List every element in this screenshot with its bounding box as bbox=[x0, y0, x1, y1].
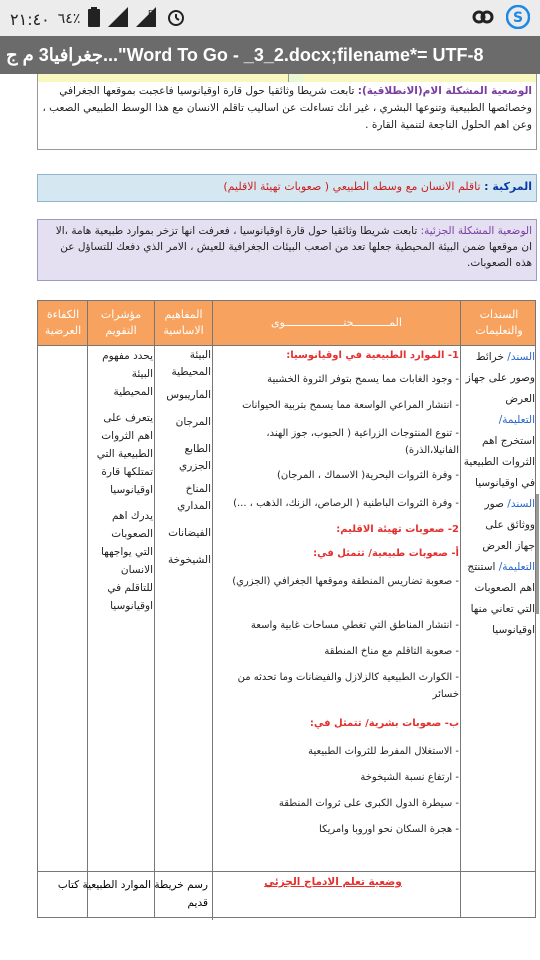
col-divider bbox=[154, 301, 155, 917]
scrollbar[interactable] bbox=[536, 494, 539, 614]
content-subheading: ب- صعوبات بشرية/ تتمثل في: bbox=[309, 718, 459, 729]
indicator-item: يحدد مفهوم البيئة المحيطية bbox=[102, 350, 153, 398]
main-situation-label: الوضعية المشكلة الام(الانطلاقية): bbox=[357, 85, 532, 97]
partial-situation-panel bbox=[37, 219, 537, 281]
highlight-strip bbox=[38, 74, 536, 82]
concept-item: الطابع الجزري bbox=[179, 443, 211, 472]
concept-item: البيئة المحيطية bbox=[171, 349, 211, 378]
status-bar bbox=[0, 0, 540, 36]
concept-item: المناخ المداري bbox=[177, 483, 211, 512]
sanad-item: السند/ خرائط وصور على جهاز العرض bbox=[465, 351, 535, 405]
battery-icon bbox=[88, 7, 100, 31]
partial-situation-text bbox=[42, 223, 532, 271]
document-title: جغرافيا3 م ج..."Word To Go - _3_2.docx;filename*= UTF-8 bbox=[6, 45, 484, 65]
main-situation-text bbox=[38, 83, 536, 134]
integration-situation-text: وضعية تعلم الادماج الجزئي bbox=[264, 876, 402, 888]
concept-item: الماريبوس bbox=[166, 389, 211, 401]
col-divider bbox=[212, 301, 213, 917]
concept-item: المرجان bbox=[175, 416, 211, 428]
header-sanad: السندات والتعليمات bbox=[475, 308, 523, 337]
main-situation-panel bbox=[37, 74, 537, 150]
header-concepts: المفاهيم الاساسية bbox=[163, 308, 204, 337]
content-column bbox=[214, 347, 459, 867]
content-heading: 2- صعوبات تهيئة الاقليم: bbox=[336, 524, 459, 535]
component-panel bbox=[37, 174, 537, 202]
content-line: - ارتفاع نسبة الشيخوخة bbox=[360, 772, 459, 783]
sanad-column bbox=[463, 347, 535, 641]
content-line: - وفرة الثروات البحرية( الاسماك ، المرجان) bbox=[276, 470, 459, 481]
partial-situation-label: الوضعية المشكلة الجزئية: bbox=[420, 225, 532, 237]
link-icon bbox=[472, 6, 494, 32]
content-line: - هجرة السكان نحو اوروبا وامريكا bbox=[319, 824, 459, 835]
partial-situation-body: تابعت شريطا وثائقيا حول قارة اوقيانوسيا ، فعرفت انها تزخر بموارد طبيعية هامة ،الا ان موقعها ضمن البيئة المحيطية جعلها تعد من اصعب البيئات الجغرافية للعيش ، الامر الذي دفعك للتساؤل عن هذه الصعوبات. bbox=[55, 225, 532, 269]
map-task-text: رسم خريطة الموارد الطبيعية كتاب قديم bbox=[57, 879, 208, 909]
signal-e-icon bbox=[136, 7, 158, 31]
concepts-column bbox=[156, 347, 211, 569]
header-competence: الكفاءة العرضية bbox=[44, 308, 82, 337]
col-divider bbox=[460, 301, 461, 917]
col-divider bbox=[212, 872, 213, 920]
content-subheading: أ- صعوبات طبيعية/ تتمثل في: bbox=[313, 548, 459, 559]
sanad-item: التعليمة/ استخرج اهم الثروات الطبيعية في اوقيانوسيا bbox=[463, 414, 535, 489]
status-left bbox=[10, 7, 186, 31]
indicators-column bbox=[90, 347, 153, 615]
content-line: - وفرة الثروات الباطنية ( الرصاص، الزنك، الذهب ، ...) bbox=[233, 498, 459, 509]
document-view[interactable] bbox=[0, 74, 540, 960]
content-line: - انتشار المراعي الواسعة مما يسمح بتربية الحيوانات bbox=[242, 400, 459, 411]
sanad-item: السند/ صور ووثائق على جهاز العرض bbox=[482, 498, 535, 552]
battery-percent: ٦٤٪ bbox=[57, 11, 81, 27]
content-line: - وجود الغابات مما يسمح بتوفر الثروة الخشبية bbox=[267, 374, 459, 385]
content-line: - الاستغلال المفرط للثروات الطبيعية bbox=[308, 746, 459, 757]
header-content: المـــــــــــحتــــــــــــــــــوى bbox=[271, 316, 402, 329]
s-icon bbox=[506, 5, 530, 33]
svg-text:S: S bbox=[512, 10, 524, 26]
lesson-table bbox=[37, 300, 536, 918]
component-text bbox=[42, 180, 532, 193]
table-bottom-row bbox=[38, 871, 535, 920]
main-situation-body: تابعت شريطا وثائقيا حول قارة اوقيانوسيا فاعجبت بموقعها الجغرافي وخصائصها الطبيعية وتنوعها البشري ، غير انك تساءلت عن اساليب تاقلم الانسان مع هذا الوسط الطبيعي الصعب ، وعن اهم الحلول الناجعة لتنمية القارة . bbox=[42, 85, 532, 131]
content-line: - صعوبة التاقلم مع مناخ المنطقة bbox=[324, 646, 459, 657]
content-line: - سيطرة الدول الكبرى على ثروات المنطقة bbox=[278, 798, 459, 809]
signal-icon bbox=[108, 7, 128, 31]
content-heading: 1- الموارد الطبيعية في اوقيانوسيا: bbox=[286, 350, 459, 361]
content-line: - تنوع المنتوجات الزراعية ( الحبوب، جوز الهند، الفانيلا،الذرة) bbox=[266, 428, 459, 456]
indicator-item: يتعرف على اهم الثروات الطبيعية التي تمتلكها قارة اوقيانوسيا bbox=[96, 412, 153, 496]
col-divider bbox=[87, 301, 88, 917]
content-line: - صعوبة تضاريس المنطقة وموقعها الجغرافي (الجزري) bbox=[232, 576, 459, 587]
sanad-item: التعليمة/ استنتج اهم الصعوبات التي تعاني منها اوقيانوسيا bbox=[467, 561, 535, 636]
concept-item: الفيضانات bbox=[168, 527, 211, 539]
status-right bbox=[472, 5, 530, 33]
content-line: - الكوارث الطبيعية كالزلازل والفيضانات وما تحدثه من خسائر bbox=[237, 672, 459, 700]
title-bar bbox=[0, 36, 540, 74]
header-indicators: مؤشرات التقويم bbox=[100, 308, 142, 337]
svg-text:E: E bbox=[148, 9, 154, 18]
green-cell bbox=[288, 74, 303, 82]
alarm-icon bbox=[166, 7, 186, 31]
component-body: تاقلم الانسان مع وسطه الطبيعي ( صعوبات تهيئة الاقليم) bbox=[223, 180, 485, 193]
indicator-item: يدرك اهم الصعوبات التي يواجهها الانسان للتاقلم في اوقيانوسيا bbox=[100, 510, 153, 612]
clock-text: ٢١:٤٠ bbox=[10, 9, 50, 29]
content-line: - انتشار المناطق التي تغطي مساحات غابية واسعة bbox=[250, 620, 459, 631]
concept-item: الشيخوخة bbox=[168, 554, 211, 566]
component-label: المركبة : bbox=[484, 180, 532, 193]
